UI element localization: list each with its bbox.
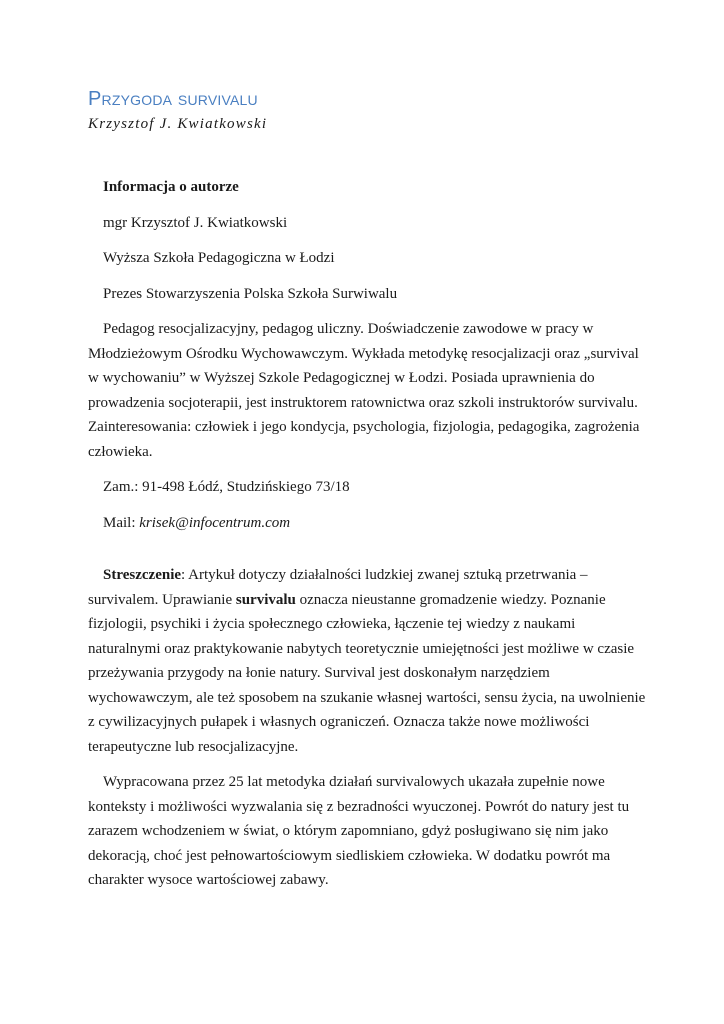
author-mail [88, 511, 648, 536]
author-info-section [88, 175, 648, 535]
abstract-paragraph-1 [88, 563, 648, 759]
abstract-text-2: oznacza nieustanne gromadzenie wiedzy. Poznanie fizjologii, psychiki i życia społecznego człowieka, łączenie tej wiedzy z naukami naturalnymi oraz praktykowanie nabytych teoretycznie umiejętności jest możliwe w czasie przeżywania przygody na łonie natury. Survival jest doskonałym narzędziem wychowawczym, ale też sposobem na szukanie własnej wartości, sensu życia, na uwolnienie z cywilizacyjnych pułapek i własnych ograniczeń. Oznacza także nowe możliwości terapeutyczne lub resocjalizacyjne. [88, 591, 646, 755]
abstract-paragraph-2: Wypracowana przez 25 lat metodyka działań survivalowych ukazała zupełnie nowe konteksty i możliwości wyzwalania się z bezradności wyuczonej. Powrót do natury jest tu zarazem wchodzeniem w świat, o którym zapomniano, gdyż posługiwano się nim jako dekoracją, choć jest pełnowartościowym siedliskiem człowieka. W dodatku powrót ma charakter wysoce wartościowej zabawy. [88, 774, 630, 888]
author-school: Wyższa Szkoła Pedagogiczna w Łodzi [103, 250, 335, 266]
document-author-line: Krzysztof J. Kwiatkowski [88, 116, 268, 132]
abstract-label: Streszczenie [103, 567, 182, 583]
author-bio: Pedagog resocjalizacyjny, pedagog uliczny. Doświadczenie zawodowe w pracy w Młodzieżowym Ośrodku Wychowawczym. Wykłada metodykę resocjalizacji oraz „survival w wychowaniu” w Wyższej Szkole Pedagogicznej w Łodzi. Posiada uprawnienia do prowadzenia socjoterapii, jest instruktorem ratownictwa oraz szkoli instruktorów survivalu. Zainteresowania: człowiek i jego kondycja, psychologia, fizjologia, pedagogika, zagrożenia człowieka. [88, 321, 640, 460]
author-address: Zam.: 91-498 Łódź, Studzińskiego 73/18 [103, 479, 350, 495]
author-position: Prezes Stowarzyszenia Polska Szkoła Surwiwalu [103, 285, 398, 302]
author-mail-label: Mail: [103, 514, 140, 531]
document-title: Przygoda survivalu [88, 88, 258, 110]
author-info-heading: Informacja o autorze [103, 179, 239, 195]
abstract-emphasis: survivalu [235, 591, 296, 608]
abstract-section [88, 563, 648, 893]
author-name: mgr Krzysztof J. Kwiatkowski [103, 214, 288, 231]
abstract-text-1: : Artykuł dotyczy działalności ludzkiej zwanej sztuką przetrwania – survivalem. Uprawianie [88, 567, 588, 608]
author-mail-address: krisek@infocentrum.com [139, 514, 291, 531]
